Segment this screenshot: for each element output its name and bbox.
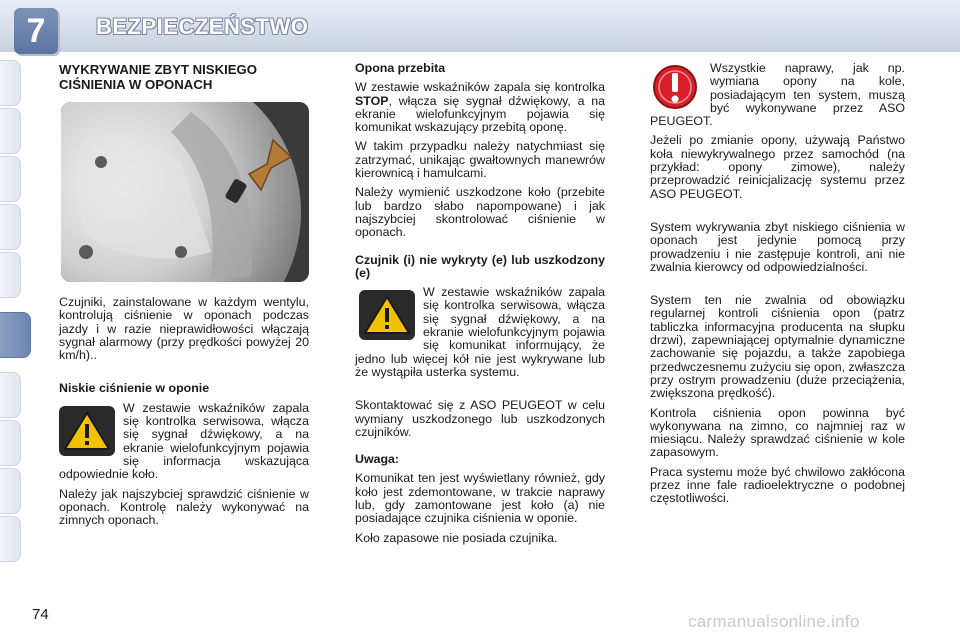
puncture-paragraph-3: Należy wymienić uszkodzone koło (przebite lub bardzo słabo napompowane) i jak najszybciej skontrolować ciśnienie w oponach. (355, 185, 605, 240)
cold-check-note: Kontrola ciśnienia opon powinna być wykonywana na zimno, co najmniej raz w miesiącu. Należy sprawdzać ciśnienie w kole zapasowym. (650, 405, 905, 460)
puncture-text: , włącza się sygnał dźwiękowy, a na ekranie wielofunkcyjnym pojawia się komunikat wskazujący przebitą oponę. (355, 93, 605, 135)
chapter-tab[interactable] (0, 420, 21, 466)
note-text: Komunikat ten jest wyświetlany również, gdy koło jest zdemontowane, w trakcie naprawy lub, gdy zamontowane jest koło (a) nie posiadające czujnika ciśnienia w oponie. (355, 471, 605, 526)
sensor-text: W zestawie wskaźników zapala się kontrolka serwisowa, włącza się sygnał dźwiękowy, a na ekranie wielofunkcyjnym pojawia się komunikat informujący, że jedno lub więcej kół nie jest wykrywane lub że wystąpiła usterka systemu. (355, 285, 605, 379)
regular-check-note: System ten nie zwalnia od obowiązku regularnej kontroli ciśnienia opon (patrz tabliczka informacyjna producenta na słupku drzwi), zapewniającej optymalnie dynamiczne zachowanie się pojazdu, a także zapobiega przedwczesnemu zużyciu się opon, zwłaszcza przy ostrym prowadzeniu (duże przeciążenia, zwiększona prędkość). (650, 293, 905, 401)
chapter-tab[interactable] (0, 204, 21, 250)
tyre-change-note: Jeżeli po zmianie opony, używają Państwo koła niewykrywalnego przez samochód (na przykład: opony zimowe), należy przeprowadzić reinicjalizację systemu przez ASO PEUGEOT. (650, 133, 905, 201)
section-title (59, 62, 309, 92)
chapter-tab[interactable] (0, 516, 21, 562)
section-title-line: WYKRYWANIE ZBYT NISKIEGO (59, 62, 258, 77)
low-pressure-text: W zestawie wskaźników zapala się kontrolka serwisowa, włącza się sygnał dźwiękowy, a na ekranie wielofunkcyjnym pojawia się informacja wskazująca odpowiednie koło. (59, 400, 309, 482)
chapter-number: 7 (26, 12, 46, 50)
sensor-contact: Skontaktować się z ASO PEUGEOT w celu wymiany uszkodzonego lub uszkodzonych czujników. (355, 398, 605, 439)
chapter-tab[interactable] (0, 156, 21, 202)
chapter-tab[interactable] (0, 252, 21, 298)
repairs-note: Wszystkie naprawy, jak np. wymiana opony na kole, posiadającym ten system, muszą być wykonywane przez ASO PEUGEOT. (650, 61, 905, 129)
puncture-paragraph-2: W takim przypadku należy natychmiast się zatrzymać, unikając gwałtownych manewrów kierownicą i hamulcami. (355, 139, 605, 181)
chapter-tab[interactable] (0, 60, 21, 106)
exclamation-stop-icon (652, 64, 698, 110)
puncture-text: W zestawie wskaźników zapala się kontrolka (355, 80, 605, 95)
column-right (650, 62, 905, 512)
puncture-heading: Opona przebita (355, 61, 446, 75)
chapter-tab[interactable] (0, 468, 21, 514)
watermark: carmanualsonline.info (688, 612, 860, 631)
column-left (59, 62, 309, 533)
stop-keyword: STOP (355, 93, 389, 108)
wheel-valve-photo (61, 102, 309, 282)
column-middle (355, 62, 605, 551)
chapter-tab-active[interactable] (0, 312, 31, 358)
warning-triangle-icon (359, 290, 415, 340)
chapter-tabs (0, 60, 24, 580)
sensor-heading: Czujnik (i) nie wykryty (e) lub uszkodzony (e) (355, 252, 605, 280)
low-pressure-advice: Należy jak najszybciej sprawdzić ciśnienie w oponach. Kontrolę należy wykonywać na zimnych oponach. (59, 486, 309, 528)
chapter-title: BEZPIECZEŃSTWO (96, 14, 309, 39)
chapter-tab[interactable] (0, 372, 21, 418)
spare-wheel-note: Koło zapasowe nie posiada czujnika. (355, 530, 558, 545)
warning-triangle-icon (59, 406, 115, 456)
assist-note: System wykrywania zbyt niskiego ciśnienia w oponach jest jedynie pomocą przy prowadzeniu i nie zastępuje kontroli, ani nie zwalnia kierowcy od odpowiedzialności. (650, 219, 905, 274)
note-heading: Uwaga: (355, 452, 400, 467)
section-title-line: CIŚNIENIA W OPONACH (59, 77, 213, 92)
low-pressure-heading: Niskie ciśnienie w oponie (59, 381, 210, 396)
page-number: 74 (32, 606, 49, 623)
puncture-paragraph-1 (355, 81, 605, 134)
wheel-illustration (61, 102, 309, 282)
intro-paragraph: Czujniki, zainstalowane w każdym wentylu, kontrolują ciśnienie w oponach podczas jazdy i w razie nieprawidłowości włączają sygnał alarmowy (przy prędkości powyżej 20 km/h).. (59, 295, 309, 363)
interference-note: Praca systemu może być chwilowo zakłócona przez inne fale radioelektryczne o podobnej częstotliwości. (650, 464, 905, 506)
chapter-tab[interactable] (0, 108, 21, 154)
